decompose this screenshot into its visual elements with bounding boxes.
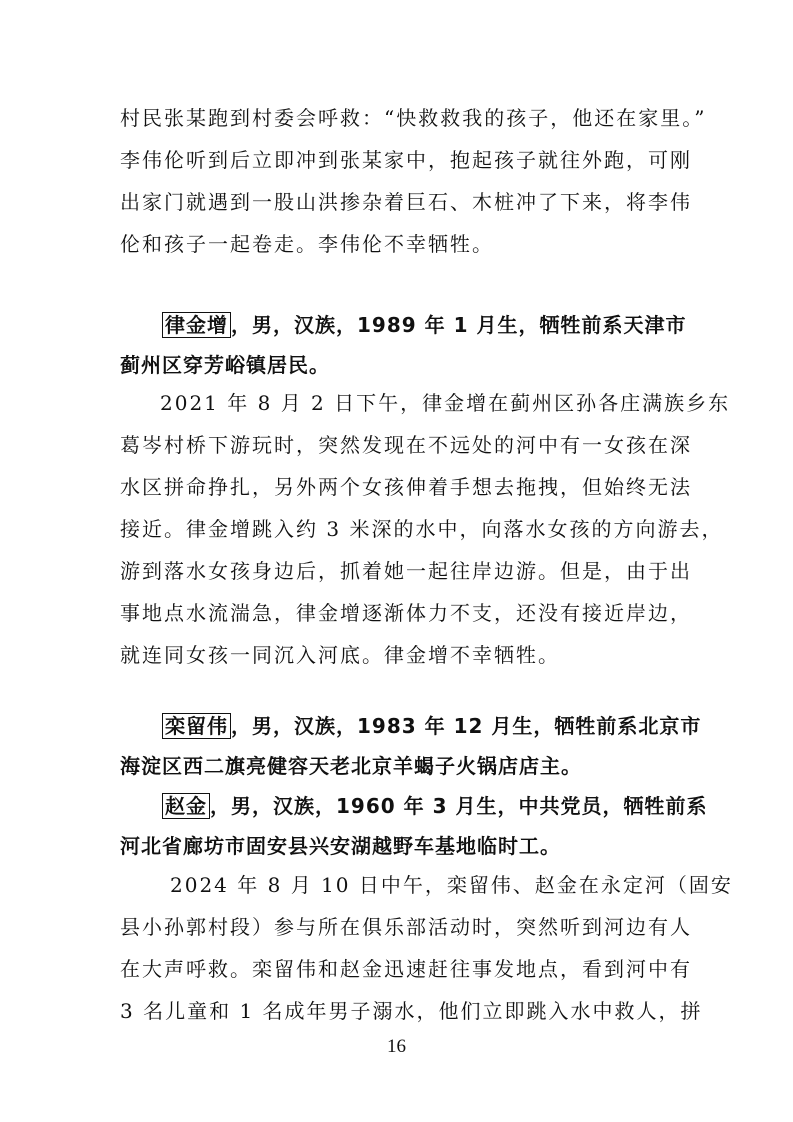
person-intro-line: 河北省廊坊市固安县兴安湖越野车基地临时工。 (120, 834, 561, 858)
person-intro-text: ，男，汉族，1989 年 1 月生，牺牲前系天津市 (231, 313, 687, 337)
paragraph-line: 接近。律金增跳入约 3 米深的水中，向落水女孩的方向游去， (120, 517, 724, 541)
person-intro-line (162, 312, 686, 338)
paragraph-line: 县小孙郭村段）参与所在俱乐部活动时，突然听到河边有人 (120, 915, 692, 939)
person-name-box: 赵金 (162, 793, 210, 819)
person-intro-line (162, 713, 701, 739)
paragraph-line: 3 名儿童和 1 名成年男子溺水，他们立即跳入水中救人，拼 (120, 999, 703, 1023)
page-number: 16 (387, 1036, 406, 1057)
paragraph-line: 游到落水女孩身边后，抓着她一起往岸边游。但是，由于出 (120, 559, 692, 583)
paragraph-line: 葛岑村桥下游玩时，突然发现在不远处的河中有一女孩在深 (120, 433, 692, 457)
paragraph-line: 水区拼命挣扎，另外两个女孩伸着手想去拖拽，但始终无法 (120, 475, 692, 499)
person-name-box: 律金增 (162, 312, 231, 338)
paragraph-line: 事地点水流湍急，律金增逐渐体力不支，还没有接近岸边， (120, 601, 692, 625)
person-intro-text: ，男，汉族，1983 年 12 月生，牺牲前系北京市 (231, 714, 702, 738)
paragraph-line: 李伟伦听到后立即冲到张某家中，抱起孩子就往外跑，可刚 (120, 148, 692, 172)
person-intro-line: 蓟州区穿芳峪镇居民。 (120, 353, 330, 377)
paragraph-line: 伦和孩子一起卷走。李伟伦不幸牺牲。 (120, 232, 494, 256)
paragraph-line: 村民张某跑到村委会呼救：“快救救我的孩子，他还在家里。” (120, 106, 707, 130)
person-intro-line: 海淀区西二旗亮健容天老北京羊蝎子火锅店店主。 (120, 754, 582, 778)
paragraph-line: 在大声呼救。栾留伟和赵金迅速赶往事发地点，看到河中有 (120, 957, 692, 981)
paragraph-line: 2024 年 8 月 10 日中午，栾留伟、赵金在永定河（固安 (170, 873, 733, 897)
person-name-box: 栾留伟 (162, 713, 231, 739)
person-intro-line (162, 793, 707, 819)
person-intro-text: ，男，汉族，1960 年 3 月生，中共党员，牺牲前系 (210, 794, 708, 818)
paragraph-line: 就连同女孩一同沉入河底。律金增不幸牺牲。 (120, 643, 560, 667)
paragraph-line: 2021 年 8 月 2 日下午，律金增在蓟州区孙各庄满族乡东 (160, 391, 731, 415)
paragraph-line: 出家门就遇到一股山洪掺杂着巨石、木桩冲了下来，将李伟 (120, 190, 692, 214)
